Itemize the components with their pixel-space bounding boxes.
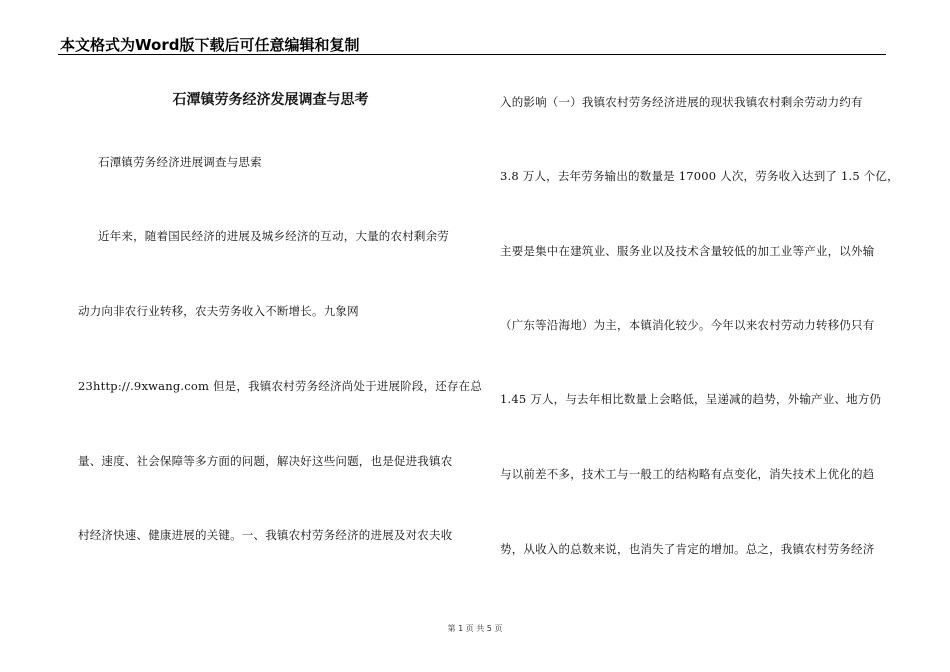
left-line-1: 石潭镇劳务经济进展调查与思索 (98, 155, 262, 169)
document-title: 石潭镇劳务经济发展调查与思考 (172, 92, 369, 108)
left-line-5: 量、速度、社会保障等多方面的问题，解决好这些问题，也是促进我镇农 (78, 454, 453, 468)
left-line-4: 23http://.9xwang.com 但是，我镇农村劳务经济尚处于进展阶段，还存在总 (78, 379, 483, 393)
right-line-4: （广东等沿海地）为主，本镇消化较少。今年以来农村劳动力转移仍只有 (500, 318, 875, 332)
header-banner: 本文格式为Word版下载后可任意编辑和复制 (60, 36, 360, 54)
right-line-2: 3.8 万人，去年劳务输出的数量是 17000 人次，劳务收入达到了 1.5 个亿， (500, 169, 899, 183)
right-line-7: 势，从收入的总数来说，也消失了肯定的增加。总之，我镇农村劳务经济 (500, 542, 875, 556)
left-line-3: 动力向非农行业转移，农夫劳务收入不断增长。九象网 (78, 304, 359, 318)
header-rule (58, 54, 886, 55)
right-line-6: 与以前差不多，技术工与一般工的结构略有点变化，消失技术上优化的趋 (500, 467, 875, 481)
right-line-5: 1.45 万人，与去年相比数量上会略低，呈递减的趋势，外输产业、地方仍 (500, 392, 882, 406)
page-footer: 第 1 页 共 5 页 (447, 624, 503, 633)
left-line-6: 村经济快速、健康进展的关键。一、我镇农村劳务经济的进展及对农夫收 (78, 528, 453, 542)
left-line-2: 近年来，随着国民经济的进展及城乡经济的互动，大量的农村剩余劳 (98, 229, 449, 243)
right-line-3: 主要是集中在建筑业、服务业以及技术含量较低的加工业等产业，以外输 (500, 244, 875, 258)
right-line-1: 入的影响（一）我镇农村劳务经济进展的现状我镇农村剩余劳动力约有 (500, 95, 863, 109)
